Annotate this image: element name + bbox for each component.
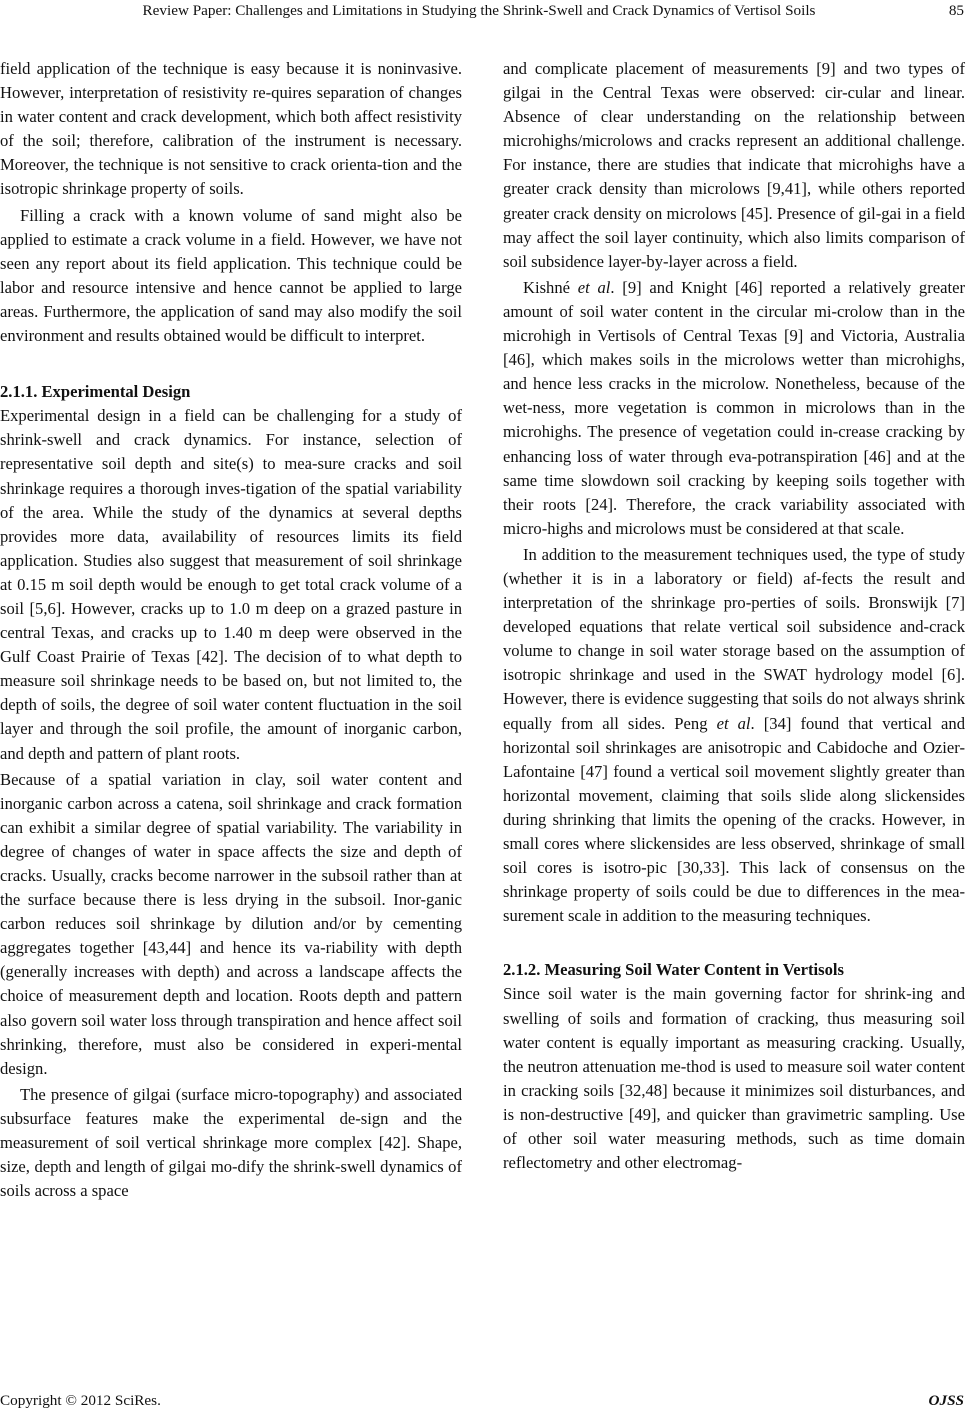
paragraph: The presence of gilgai (surface micro-topography) and associated subsurface features make the experimental de-sign and the measurement of soil vertical shrinkage more complex [42]. Shape, size, depth and length of gilgai mo-dify the shrink-swell dynamics of soils across a space: [0, 1084, 462, 1201]
paragraph: [503, 543, 965, 929]
right-column: [503, 57, 965, 1175]
paragraph: Since soil water is the main governing factor for shrink-ing and swelling of soils and formation of cracking, thus measuring soil water content is equally important as measuring cracking. Usually, the neutron attenuation me-thod is used to measure soil water content in cracking soils [32,48] because it minimizes soil disturbances, and is non-destructive [49], and quicker than gravimetric sampling. Use of other soil water measuring methods, such as time domain reflectometry and other electromag-: [503, 984, 965, 1173]
page-header: [0, 2, 967, 24]
page-number: 85: [948, 2, 964, 19]
paragraph: field application of the technique is easy because it is noninvasive. However, interpretation of resistivity re-quires separation of changes in water content and crack development, which both affect resistivity of the soil; therefore, calibration of the instrument is necessary. Moreover, the technique is not sensitive to crack orienta-tion and the isotropic shrinkage property of soils.: [0, 59, 462, 199]
text-run: . [34] found that vertical and horizontal soil shrinkages are anisotropic and Cabidoche and Ozier-Lafontaine [47] found a vertical soil movement slightly greater than horizontal movement, claiming that soils slide along slickensides during shrinking that limits the opening of the cracks. However, in small cores where slickensides are less observed, shrinkage of small soil cores is isotro-pic [30,33]. This lack of consensus on the shrinkage property of soils could be due to differences in the mea-surement scale in addition to the measuring techniques.: [503, 713, 966, 926]
journal-abbrev: OJSS: [928, 1392, 964, 1409]
paragraph: Experimental design in a field can be challenging for a study of shrink-swell and crack dynamics. For instance, selection of representative soil depth and site(s) to mea-sure cracks and soil shrinkage requires a thorough inves-tigation of the spatial variability of the area. While the study of the dynamics at several depths provides more data, availability of resources limits its field application. Studies also suggest that measurement of soil shrinkage at 0.15 m soil depth would be enough to get total crack volume of a soil [5,6]. However, cracks up to 1.0 m deep on a grazed pasture in central Texas, and cracks up to 1.40 m deep were observed in the Gulf Coast Prairie of Texas [42]. The decision of to what depth to measure soil shrinkage needs to be based on, but not limited to, the depth of soils, the degree of soil water content fluctuation in the soil layer and through the soil profile, the amount of inorganic carbon, and depth and pattern of plant roots.: [0, 406, 462, 763]
left-column: [0, 57, 462, 1203]
section-heading: 2.1.1. Experimental Design: [0, 382, 191, 402]
paragraph: Filling a crack with a known volume of sand might also be applied to estimate a crack volume in a field. However, we have not seen any report about its field application. This technique could be labor and resource intensive and hence cannot be applied to large areas. Furthermore, the application of sand may also modify the soil environment and results obtained would be difficult to interpret.: [0, 205, 462, 346]
italic-text: et al: [716, 713, 751, 733]
paragraph: [503, 276, 965, 541]
text-run: In addition to the measurement techniques used, the type of study (whether it is in a laboratory or field) af-fects the result and interpretation of the shrinkage pro-perties of soils. Bronswijk [7] developed equations that relate vertical soil subsidence and-crack volume to change in soil water storage based on the assumption of isotropic shrinkage and used in the SWAT hydrology model [6]. However, there is evidence suggesting that soils do not always shrink equally from all sides. Peng: [503, 544, 965, 733]
paragraph: and complicate placement of measurements [9] and two types of gilgai in the Central Texas were observed: cir-cular and linear. Absence of clear understanding on the relationship between microhighs/microlows and cracks represent an additional challenge. For instance, there are studies that indicate that microhighs have a greater crack density than microlows [9,41], while others reported greater crack density on microlows [45]. Presence of gil-gai in a field may affect the soil layer continuity, which also limits comparison of soil subsidence layer-by-layer across a field.: [503, 59, 965, 271]
section-heading: 2.1.2. Measuring Soil Water Content in Vertisols: [503, 960, 844, 980]
text-run: Kishné: [523, 277, 578, 297]
running-title: Review Paper: Challenges and Limitations in Studying the Shrink-Swell and Crack Dynamics of Vertisol Soils: [142, 2, 816, 19]
copyright-notice: Copyright © 2012 SciRes.: [0, 1392, 161, 1409]
text-run: . [9] and Knight [46] reported a relatively greater amount of soil water content in the circular mi-crolow than in the microhigh in Vertisols of Central Texas [9] and Victoria, Australia [46], which makes soils in the microlows wetter than microhighs, and hence less cracks in the microlow. Nonetheless, because of the wet-ness, more vegetation is common in microlows than in the microhighs. The presence of vegetation could in-crease cracking by enhancing loss of water through eva-potranspiration [46] and at the same time slowdown soil cracking by keeping soils together with their roots [24]. Therefore, the crack variability associated with micro-highs and microlows must be considered at that scale.: [503, 277, 965, 538]
italic-text: et al: [577, 277, 611, 297]
paragraph: Because of a spatial variation in clay, soil water content and inorganic carbon across a catena, soil shrinkage and crack formation can exhibit a similar degree of spatial variability. The variability in degree of changes of water in space affects the size and depth of cracks. Usually, cracks become narrower in the subsoil rather than at the surface because there is less drying in the subsoil. Inor-ganic carbon reduces soil shrinkage by dilution and/or by cementing aggregates together [43,44] and hence its va-riability with depth (generally increases with depth) and across a landscape affects the choice of measurement depth and location. Roots depth and pattern also govern soil water loss through transpiration and hence affect soil shrinking, therefore, must also be considered in experi-mental design.: [0, 769, 462, 1078]
